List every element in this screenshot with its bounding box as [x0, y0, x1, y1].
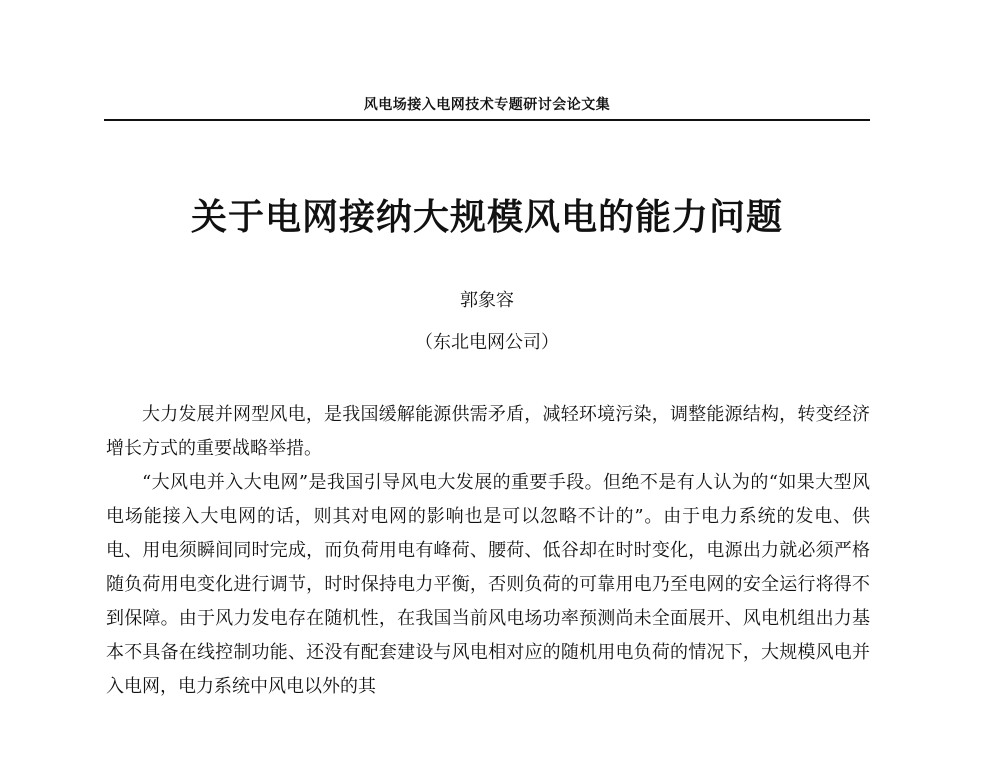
paragraph: “大风电并入大电网”是我国引导风电大发展的重要手段。但绝不是有人认为的“如果大型风电场能接入大电网的话，则其对电网的影响也是可以忽略不计的”。由于电力系统的发电、供电、用电须瞬间同时完成，而负荷用电有峰荷、腰荷、低谷却在时时变化，电源出力就必须严格随负荷用电变化进行调节，时时保持电力平衡，否则负荷的可靠用电乃至电网的安全运行将得不到保障。由于风力发电存在随机性，在我国当前风电场功率预测尚未全面展开、风电机组出力基本不具备在线控制功能、还没有配套建设与风电相对应的随机用电负荷的情况下，大规模风电并入电网，电力系统中风电以外的其 — [106, 472, 870, 697]
author-name: 郭象容 — [460, 290, 514, 311]
running-header: 风电场接入电网技术专题研讨会论文集 — [363, 97, 611, 113]
paragraph: 大力发展并网型风电，是我国缓解能源供需矛盾，减轻环境污染，调整能源结构，转变经济增长方式的重要战略举措。 — [106, 404, 870, 459]
body-text — [106, 398, 870, 704]
header-rule — [104, 119, 870, 121]
paper-title: 关于电网接纳大规模风电的能力问题 — [190, 197, 783, 238]
author-affiliation: （东北电网公司） — [415, 332, 559, 353]
